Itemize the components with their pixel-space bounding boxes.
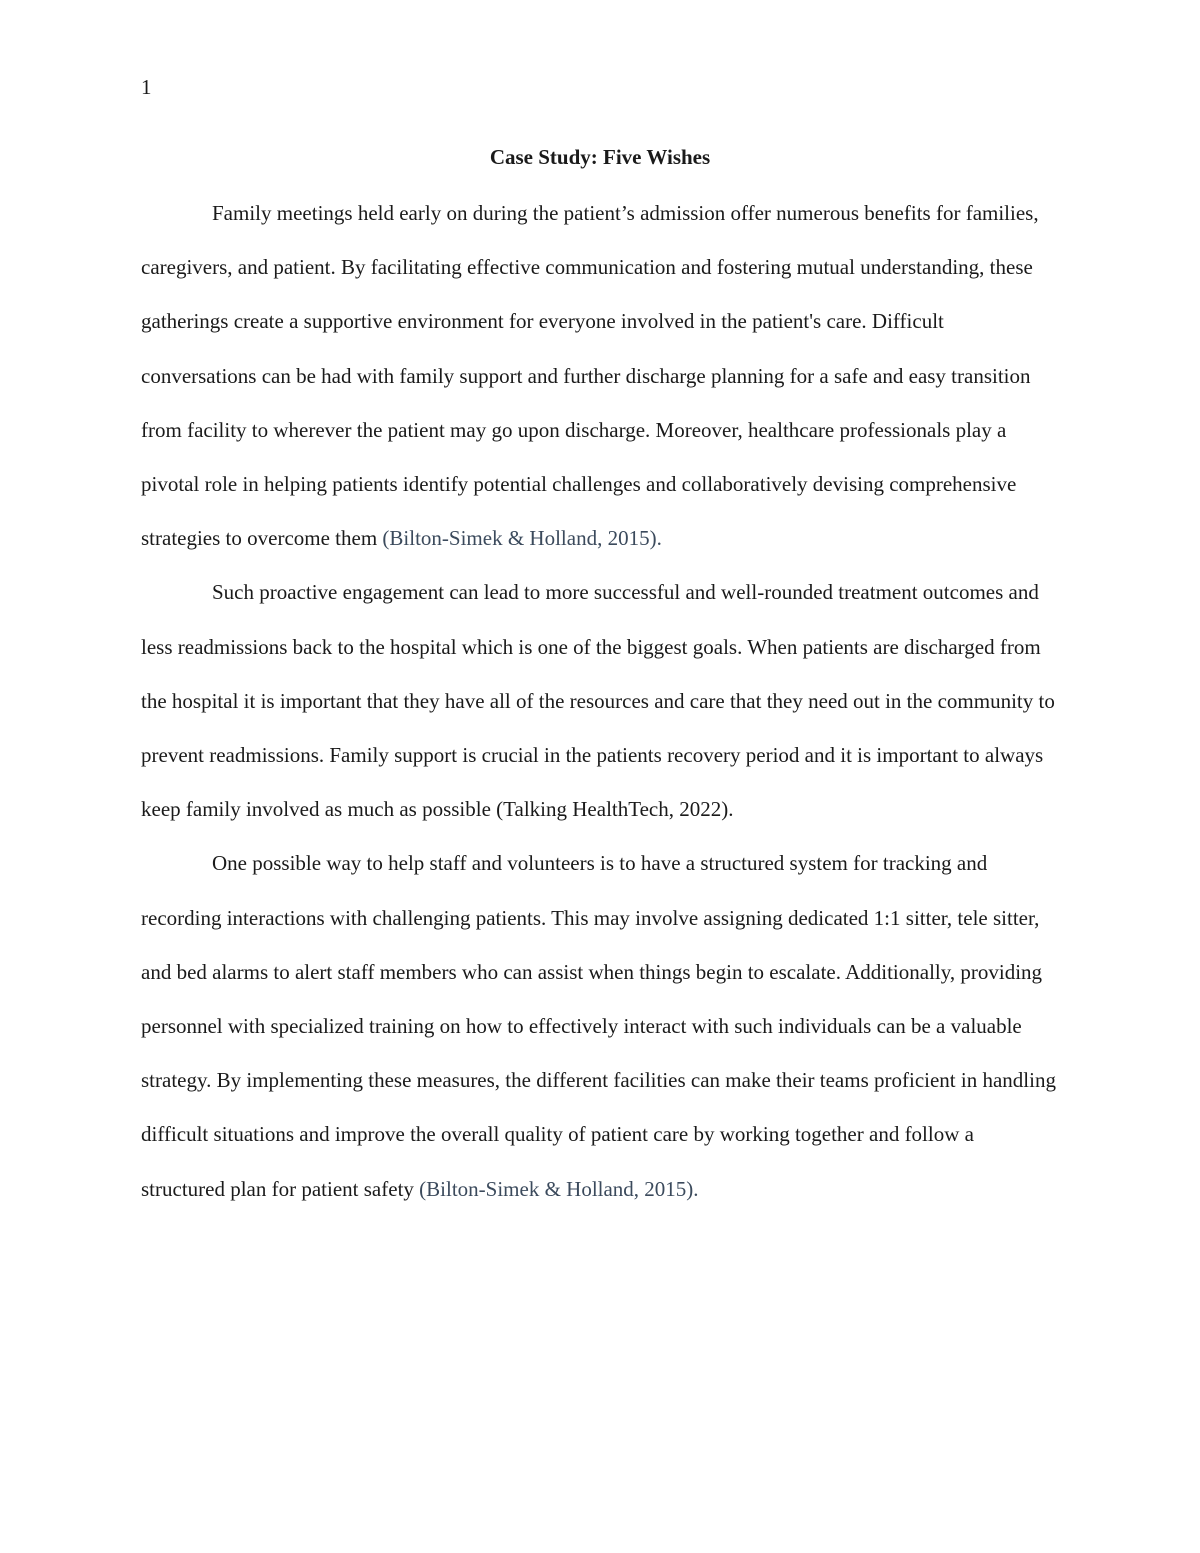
paragraph-text: Family meetings held early on during the patient’s admission offer numerous benefits for families, caregivers, and patient. By facilitating effective communication and fostering mutual understanding, these gatherings create a supportive environment for everyone involved in the patient's care. Difficult conversations can be had with family support and further discharge planning for a safe and easy transition from facility to wherever the patient may go upon discharge. Moreover, healthcare professionals play a pivotal role in helping patients identify potential challenges and collaboratively devising comprehensive strategies to overcome them — [141, 201, 1039, 551]
document-body — [141, 186, 1059, 1216]
paragraph-text: Such proactive engagement can lead to more successful and well-rounded treatment outcomes and less readmissions back to the hospital which is one of the biggest goals. When patients are discharged from the hospital it is important that they have all of the resources and care that they need out in the community to prevent readmissions. Family support is crucial in the patients recovery period and it is important to always keep family involved as much as possible (Talking HealthTech, 2022). — [141, 580, 1055, 822]
paragraph-1 — [141, 186, 1059, 565]
paragraph-text: One possible way to help staff and volunteers is to have a structured system for tracking and recording interactions with challenging patients. This may involve assigning dedicated 1:1 sitter, tele sitter, and bed alarms to alert staff members who can assist when things begin to escalate. Additionally, providing personnel with specialized training on how to effectively interact with such individuals can be a valuable strategy. By implementing these measures, the different facilities can make their teams proficient in handling difficult situations and improve the overall quality of patient care by working together and follow a structured plan for patient safety — [141, 851, 1056, 1201]
page-number: 1 — [141, 75, 152, 99]
citation: (Bilton-Simek & Holland, 2015). — [382, 526, 662, 551]
citation: (Bilton-Simek & Holland, 2015). — [419, 1176, 699, 1201]
document-title: Case Study: Five Wishes — [489, 145, 711, 169]
paragraph-2 — [141, 565, 1059, 836]
paragraph-3 — [141, 836, 1059, 1215]
